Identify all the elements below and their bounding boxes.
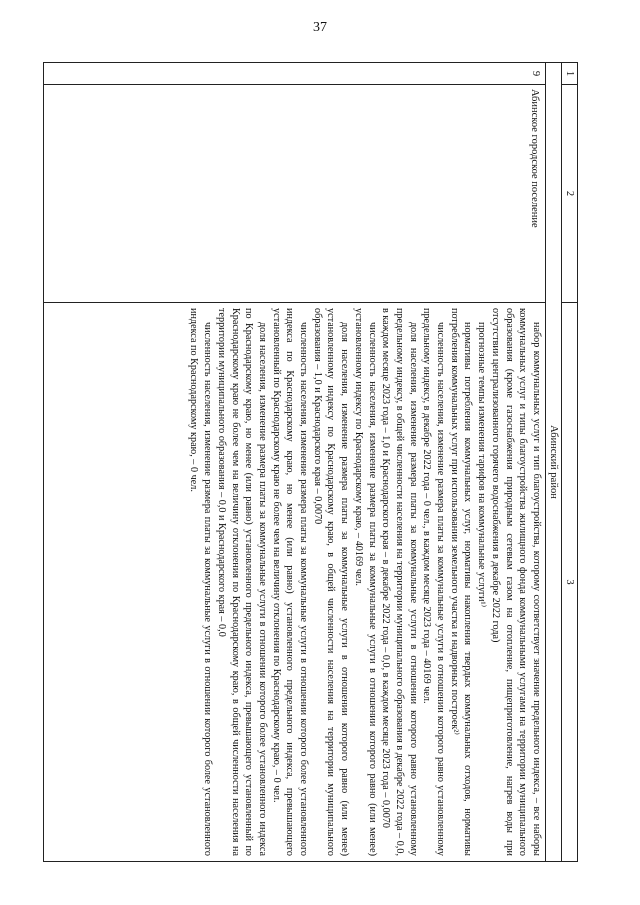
paragraph-norms: нормативы потребления коммунальных услуг, нормативы накопления твердых коммунальных отходов, нормативы потребления коммунальных услуг при использовании земельного участка и надворных построек²⁾ (448, 308, 474, 856)
indicator-text (44, 303, 546, 862)
row-number: 9 (44, 63, 546, 85)
paragraph-tariff-rates: прогнозные темпы изменения тарифов на коммунальные услуги¹⁾ (476, 322, 488, 608)
table-header-row (562, 63, 578, 862)
header-col-2: 2 (562, 85, 578, 303)
rotated-table-container (43, 62, 578, 862)
paragraph-service-set: набор коммунальных услуг и тип благоустройства, которому соответствует значение предельного индекса, – все наборы коммунальных услуг и типы благоустройства жилищного фонда коммунальными услугами на территории муниципального образования (кроме газоснабжения природным сетевым газом на отопление, пищеприготовление, нагрев воды при отсутствии централизованного горячего водоснабжения в декабре 2022 года) (489, 308, 542, 856)
region-name: Абинский район (546, 63, 562, 862)
region-row (546, 63, 562, 862)
paragraph-share-between: доля населения, изменение размера платы за коммунальные услуги в отношении которого более установленного индекса по Краснодарскому краю, но менее (или равно) установленного предельного индекса, превышающего установленный по Краснодарскому краю не более чем на величину отклонения по Краснодарскому краю, в общей численности населения на территории муниципального образования – 0,0 и Краснодарского края – 0,0 (215, 308, 268, 856)
municipality-name: Абинское городское поселение (44, 85, 546, 303)
header-col-3: 3 (562, 303, 578, 862)
paragraph-population-between: численность населения, изменение размера платы за коммунальные услуги в отношении которого более установленного индекса по Краснодарскому краю, но менее (или равно) установленного предельного индекса, превышающего установленный по Краснодарскому краю не более чем на величину отклонения по Краснодарскому краю, – 0 чел. (270, 308, 310, 856)
indicator-table (43, 62, 578, 862)
paragraph-population-less: численность населения, изменение размера платы за коммунальные услуги в отношении которого равно (или менее) установленному индексу по Краснодарскому краю, – 40169 чел. (352, 308, 378, 856)
paragraph-population-equal: численность населения, изменение размера платы за коммунальные услуги в отношении которого равно установленному предельному индексу, в декабре 2022 года – 0 чел., в каждом месяце 2023 года – 40169 чел. (421, 308, 447, 856)
paragraph-share-equal: доля населения, изменение размера платы за коммунальные услуги в отношении которого равно установленному предельному индексу, в общей численности населения на территории муниципального образования в декабре 2022 года – 0,0, в каждом месяце 2023 года – 1,0 и Краснодарского края – в декабре 2022 года – 0,0, в каждом месяце 2023 года – 0,0070 (380, 308, 419, 856)
paragraph-share-less: доля населения, изменение размера платы за коммунальные услуги в отношении которого равно (или менее) установленному индексу по Краснодарскому краю, в общей численности населения на территории муниципального образования – 1,0 и Краснодарского края – 0,0070 (311, 308, 351, 856)
page-number: 37 (313, 20, 327, 35)
header-col-1: 1 (562, 63, 578, 85)
paragraph-population-more: численность населения, изменение размера платы за коммунальные услуги в отношении которого более установленного индекса по Краснодарскому краю, – 0 чел. (188, 308, 214, 856)
table-row (44, 63, 546, 862)
